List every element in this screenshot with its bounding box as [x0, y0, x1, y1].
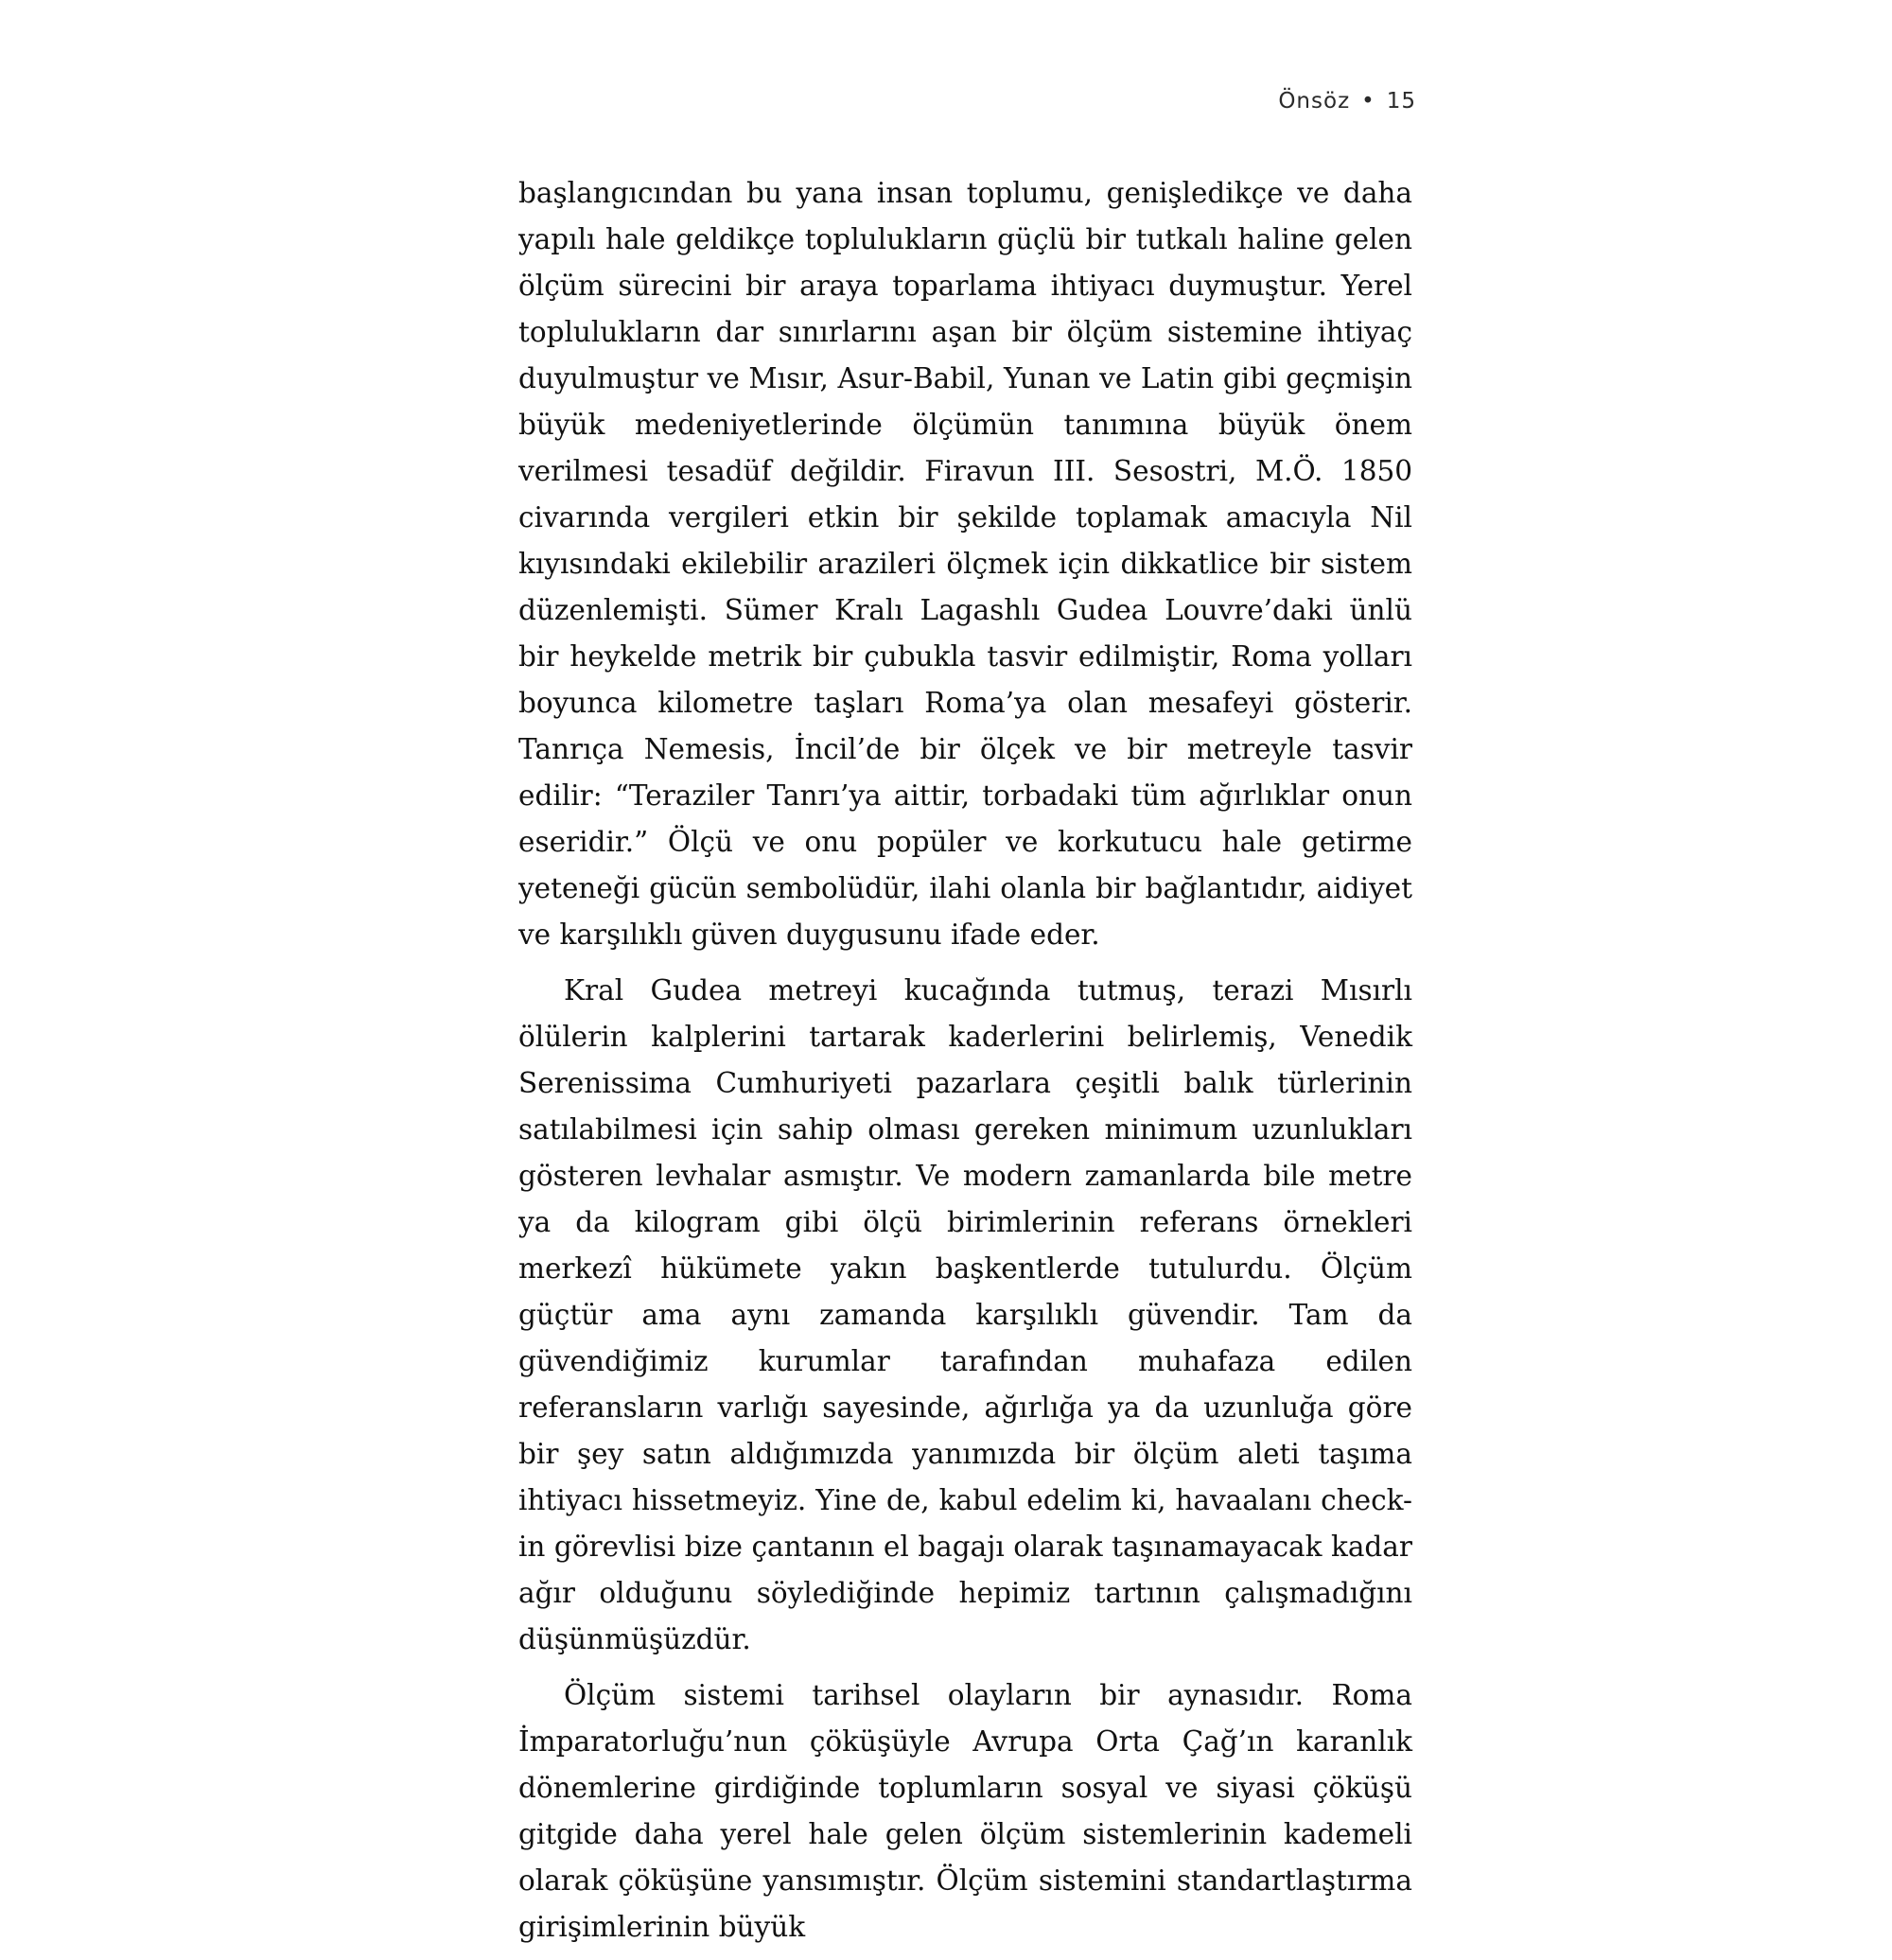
running-header	[1278, 89, 1416, 114]
header-separator: •	[1361, 89, 1375, 114]
paragraph-3: Ölçüm sistemi tarihsel olayların bir aynasıdır. Roma İmparatorluğu’nun çöküşüyle Avrupa Orta Çağ’ın karanlık dönemlerine girdiğinde toplumların sosyal ve siyasi çöküşü gitgide daha yerel hale gelen ölçüm sistemlerinin kademeli olarak çöküşüne yansımıştır. Ölçüm sistemini standartlaştırma girişimlerinin büyük	[518, 1679, 1412, 1943]
body-text	[518, 170, 1412, 1960]
paragraph-2: Kral Gudea metreyi kucağında tutmuş, terazi Mısırlı ölülerin kalplerini tartarak kaderlerini belirlemiş, Venedik Serenissima Cumhuriyeti pazarlara çeşitli balık türlerinin satılabilmesi için sahip olması gereken minimum uzunlukları gösteren levhalar asmıştır. Ve modern zamanlarda bile metre ya da kilogram gibi ölçü birimlerinin referans örnekleri merkezî hükümete yakın başkentlerde tutulurdu. Ölçüm güçtür ama aynı zamanda karşılıklı güvendir. Tam da güvendiğimiz kurumlar tarafından muhafaza edilen referansların varlığı sayesinde, ağırlığa ya da uzunluğa göre bir şey satın aldığımızda yanımızda bir ölçüm aleti taşıma ihtiyacı hissetmeyiz. Yine de, kabul edelim ki, havaalanı check-in görevlisi bize çantanın el bagajı olarak taşınamayacak kadar ağır olduğunu söylediğinde hepimiz tartının çalışmadığını düşünmüşüzdür.	[518, 974, 1412, 1655]
section-title: Önsöz	[1278, 89, 1351, 114]
paragraph-1: başlangıcından bu yana insan toplumu, genişledikçe ve daha yapılı hale geldikçe toplulukların güçlü bir tutkalı haline gelen ölçüm sürecini bir araya toparlama ihtiyacı duymuştur. Yerel toplulukların dar sınırlarını aşan bir ölçüm sistemine ihtiyaç duyulmuştur ve Mısır, Asur-Babil, Yunan ve Latin gibi geçmişin büyük medeniyetlerinde ölçümün tanımına büyük önem verilmesi tesadüf değildir. Firavun III. Sesostri, M.Ö. 1850 civarında vergileri etkin bir şekilde toplamak amacıyla Nil kıyısındaki ekilebilir arazileri ölçmek için dikkatlice bir sistem düzenlemişti. Sümer Kralı Lagashlı Gudea Louvre’daki ünlü bir heykelde metrik bir çubukla tasvir edilmiştir, Roma yolları boyunca kilometre taşları Roma’ya olan mesafeyi gösterir. Tanrıça Nemesis, İncil’de bir ölçek ve bir metreyle tasvir edilir: “Teraziler Tanrı’ya aittir, torbadaki tüm ağırlıklar onun eseridir.” Ölçü ve onu popüler ve korkutucu hale getirme yeteneği gücün sembolüdür, ilahi olanla bir bağlantıdır, aidiyet ve karşılıklı güven duygusunu ifade eder.	[518, 177, 1412, 951]
page-number: 15	[1386, 89, 1416, 114]
